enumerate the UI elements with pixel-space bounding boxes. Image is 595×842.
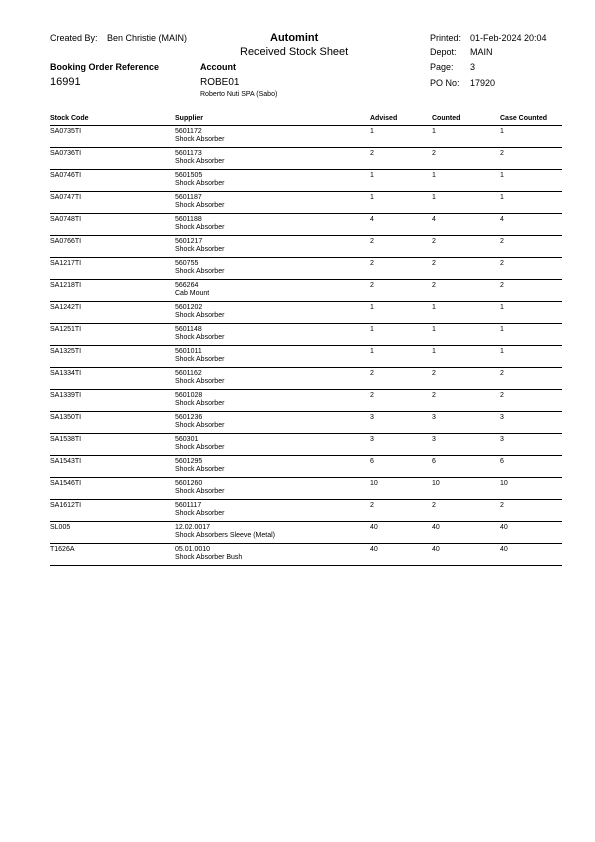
table-row [50,258,562,280]
advised-cell: 2 [370,150,374,157]
counted-cell: 1 [432,194,436,201]
case-counted-cell: 6 [500,458,504,465]
stock-code-cell: SL005 [50,524,71,531]
description-cell: Shock Absorber [175,334,225,341]
description-cell: Shock Absorber [175,510,225,517]
col-stock-code: Stock Code [50,115,89,122]
table-row [50,280,562,302]
case-counted-cell: 2 [500,392,504,399]
stock-code-cell: SA0736TI [50,150,82,157]
supplier-code-cell: 5601202 [175,304,203,311]
po-label: PO No: [430,78,460,88]
stock-table [50,114,562,566]
stock-code-cell: SA1538TI [50,436,82,443]
case-counted-cell: 3 [500,414,504,421]
advised-cell: 40 [370,546,378,553]
stock-code-cell: SA1218TI [50,282,82,289]
table-row [50,346,562,368]
table-row [50,214,562,236]
account-code: ROBE01 [200,77,240,88]
supplier-code-cell: 05.01.0010 [175,546,211,553]
case-counted-cell: 1 [500,326,504,333]
stock-code-cell: SA0746TI [50,172,82,179]
company-name: Automint [270,32,319,44]
table-row [50,478,562,500]
stock-code-cell: SA0735TI [50,128,82,135]
supplier-code-cell: 5601172 [175,128,202,135]
advised-cell: 1 [370,348,374,355]
advised-cell: 3 [370,414,374,421]
table-row [50,434,562,456]
advised-cell: 2 [370,282,374,289]
description-cell: Cab Mount [175,290,210,297]
table-row [50,522,562,544]
counted-cell: 2 [432,392,436,399]
supplier-code-cell: 560301 [175,436,199,443]
stock-code-cell: SA1217TI [50,260,82,267]
counted-cell: 1 [432,304,436,311]
description-cell: Shock Absorber [175,400,225,407]
table-header [50,114,562,126]
created-by-value: Ben Christie (MAIN) [107,33,188,43]
advised-cell: 2 [370,392,374,399]
stock-code-cell: SA0747TI [50,194,82,201]
supplier-code-cell: 5601028 [175,392,203,399]
stock-code-cell: SA1350TI [50,414,82,421]
counted-cell: 2 [432,260,436,267]
counted-cell: 2 [432,282,436,289]
counted-cell: 6 [432,458,436,465]
table-row [50,500,562,522]
supplier-code-cell: 5601187 [175,194,202,201]
description-cell: Shock Absorber [175,378,225,385]
case-counted-cell: 10 [500,480,508,487]
case-counted-cell: 2 [500,502,504,509]
table-row [50,192,562,214]
description-cell: Shock Absorber Bush [175,554,243,561]
description-cell: Shock Absorber [175,246,225,253]
stock-code-cell: SA1546TI [50,480,82,487]
printed-label: Printed: [430,33,462,43]
advised-cell: 1 [370,172,374,179]
po-value: 17920 [470,78,496,88]
advised-cell: 2 [370,238,374,245]
case-counted-cell: 2 [500,150,504,157]
advised-cell: 1 [370,326,374,333]
case-counted-cell: 1 [500,172,504,179]
counted-cell: 2 [432,150,436,157]
advised-cell: 1 [370,194,374,201]
created-by-label: Created By: [50,33,98,43]
supplier-code-cell: 5601295 [175,458,203,465]
counted-cell: 40 [432,524,440,531]
supplier-code-cell: 5601148 [175,326,202,333]
case-counted-cell: 1 [500,348,504,355]
supplier-code-cell: 5601117 [175,502,202,509]
depot-label: Depot: [430,47,457,57]
description-cell: Shock Absorber [175,136,225,143]
table-row [50,324,562,346]
account-name: Roberto Nuti SPA (Sabo) [200,91,278,98]
stock-code-cell: SA0766TI [50,238,82,245]
stock-code-cell: SA1612TI [50,502,82,509]
advised-cell: 2 [370,502,374,509]
counted-cell: 1 [432,348,436,355]
advised-cell: 10 [370,480,378,487]
advised-cell: 1 [370,128,374,135]
stock-code-cell: SA1325TI [50,348,82,355]
col-advised: Advised [370,115,398,122]
description-cell: Shock Absorber [175,312,225,319]
report-title: Received Stock Sheet [240,46,349,58]
description-cell: Shock Absorber [175,224,225,231]
advised-cell: 6 [370,458,374,465]
table-row [50,302,562,324]
counted-cell: 2 [432,502,436,509]
depot-value: MAIN [470,47,493,57]
case-counted-cell: 2 [500,370,504,377]
table-row [50,544,562,566]
case-counted-cell: 2 [500,282,504,289]
advised-cell: 3 [370,436,374,443]
advised-cell: 40 [370,524,378,531]
description-cell: Shock Absorber [175,422,225,429]
counted-cell: 3 [432,436,436,443]
description-cell: Shock Absorber [175,202,225,209]
stock-code-cell: SA1339TI [50,392,82,399]
description-cell: Shock Absorbers Sleeve (Metal) [175,532,275,539]
col-case-counted: Case Counted [500,115,548,122]
supplier-code-cell: 5601505 [175,172,203,179]
counted-cell: 1 [432,326,436,333]
stock-code-cell: SA1543TI [50,458,82,465]
printed-value: 01-Feb-2024 20:04 [470,33,547,43]
case-counted-cell: 2 [500,238,504,245]
case-counted-cell: 1 [500,304,504,311]
advised-cell: 1 [370,304,374,311]
table-row [50,390,562,412]
advised-cell: 2 [370,370,374,377]
stock-code-cell: SA1251TI [50,326,82,333]
supplier-code-cell: 566264 [175,282,199,289]
description-cell: Shock Absorber [175,356,225,363]
stock-code-cell: SA1242TI [50,304,82,311]
table-row [50,126,562,148]
description-cell: Shock Absorber [175,180,225,187]
description-cell: Shock Absorber [175,466,225,473]
case-counted-cell: 1 [500,194,504,201]
table-row [50,236,562,258]
table-row [50,148,562,170]
table-row [50,170,562,192]
table-row [50,412,562,434]
col-counted: Counted [432,115,461,122]
counted-cell: 1 [432,128,436,135]
case-counted-cell: 40 [500,524,508,531]
supplier-code-cell: 12.02.0017 [175,524,211,531]
table-row [50,368,562,390]
description-cell: Shock Absorber [175,488,225,495]
case-counted-cell: 3 [500,436,504,443]
advised-cell: 2 [370,260,374,267]
counted-cell: 2 [432,370,436,377]
stock-code-cell: T1626A [50,546,75,553]
stock-code-cell: SA0748TI [50,216,82,223]
case-counted-cell: 2 [500,260,504,267]
page-label: Page: [430,62,454,72]
page-value: 3 [470,62,476,72]
supplier-code-cell: 5601260 [175,480,203,487]
supplier-code-cell: 5601173 [175,150,202,157]
case-counted-cell: 4 [500,216,504,223]
advised-cell: 4 [370,216,374,223]
description-cell: Shock Absorber [175,158,225,165]
description-cell: Shock Absorber [175,444,225,451]
col-supplier: Supplier [175,115,204,122]
account-label: Account [200,62,236,72]
booking-ref-value: 16991 [50,76,81,88]
supplier-code-cell: 560755 [175,260,199,267]
stock-code-cell: SA1334TI [50,370,82,377]
supplier-code-cell: 5601162 [175,370,202,377]
description-cell: Shock Absorber [175,268,225,275]
counted-cell: 40 [432,546,440,553]
case-counted-cell: 40 [500,546,508,553]
counted-cell: 2 [432,238,436,245]
counted-cell: 4 [432,216,436,223]
supplier-code-cell: 5601188 [175,216,202,223]
table-body [50,126,562,566]
counted-cell: 3 [432,414,436,421]
counted-cell: 1 [432,172,436,179]
counted-cell: 10 [432,480,440,487]
supplier-code-cell: 5601217 [175,238,203,245]
case-counted-cell: 1 [500,128,504,135]
supplier-code-cell: 5601236 [175,414,203,421]
booking-ref-label: Booking Order Reference [50,62,160,72]
supplier-code-cell: 5601011 [175,348,202,355]
table-row [50,456,562,478]
